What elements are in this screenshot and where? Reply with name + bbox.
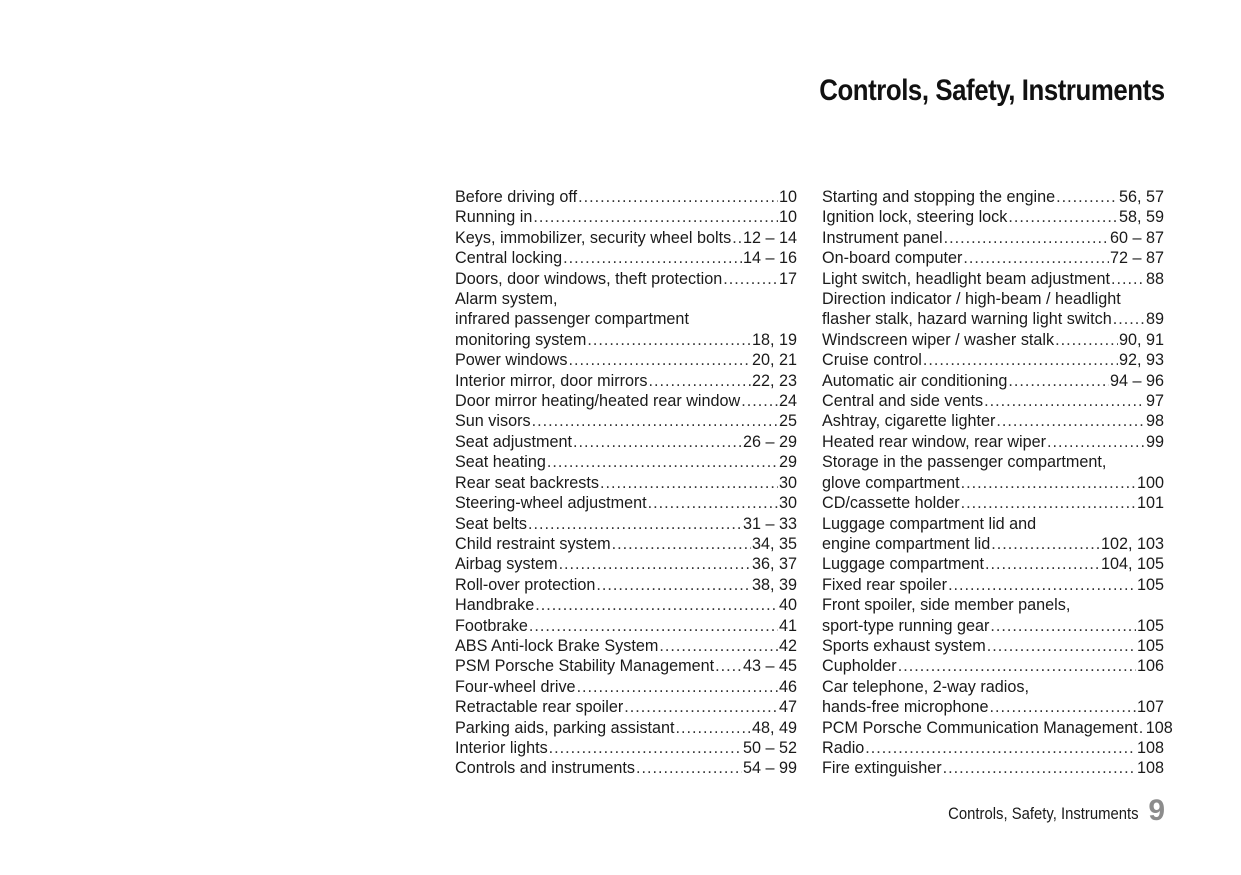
dot-leader bbox=[577, 677, 778, 697]
dot-leader bbox=[648, 493, 778, 513]
dot-leader bbox=[990, 616, 1136, 636]
toc-entry-text-line: Car telephone, 2-way radios, bbox=[822, 677, 1029, 696]
dot-leader bbox=[636, 758, 742, 778]
toc-entry[interactable] bbox=[455, 554, 797, 574]
toc-page-number: 36, 37 bbox=[751, 555, 797, 574]
toc-entry-text: Cupholder bbox=[822, 657, 897, 676]
toc-page-number: 20, 21 bbox=[751, 351, 797, 370]
toc-page-number: 26 – 29 bbox=[742, 432, 797, 451]
toc-entry[interactable] bbox=[822, 228, 1164, 248]
toc-entry[interactable] bbox=[455, 656, 797, 676]
toc-entry[interactable] bbox=[822, 187, 1164, 207]
toc-page-number: 46 bbox=[778, 677, 797, 696]
page-title: Controls, Safety, Instruments bbox=[819, 74, 1165, 107]
dot-leader bbox=[596, 575, 751, 595]
toc-page-number: 88 bbox=[1145, 269, 1164, 288]
toc-entry[interactable] bbox=[455, 248, 797, 268]
dot-leader bbox=[723, 269, 778, 289]
toc-page-number: 56, 57 bbox=[1118, 188, 1164, 206]
dot-leader bbox=[535, 595, 778, 615]
toc-entry[interactable] bbox=[822, 330, 1164, 350]
toc-entry-text-line: Storage in the passenger compartment, bbox=[822, 453, 1107, 472]
dot-leader bbox=[648, 371, 751, 391]
toc-entry-text: hands-free microphone bbox=[822, 698, 989, 717]
toc-page-number: 108 bbox=[1145, 718, 1173, 737]
toc-entry[interactable] bbox=[455, 697, 797, 717]
toc-entry-text: Light switch, headlight beam adjustment bbox=[822, 269, 1110, 288]
toc-page-number: 22, 23 bbox=[751, 371, 797, 390]
footer-section-title: Controls, Safety, Instruments bbox=[947, 805, 1139, 823]
toc-page-number: 106 bbox=[1136, 657, 1164, 676]
toc-entry-text-line: Luggage compartment lid and bbox=[822, 514, 1037, 533]
toc-page-number: 43 – 45 bbox=[742, 657, 797, 676]
toc-entry[interactable] bbox=[455, 473, 797, 493]
toc-page-number: 12 – 14 bbox=[742, 228, 797, 247]
toc-entry-text-line: infrared passenger compartment bbox=[455, 310, 689, 329]
toc-entry[interactable] bbox=[822, 595, 1164, 636]
dot-leader bbox=[676, 718, 751, 738]
dot-leader bbox=[1113, 309, 1145, 329]
toc-entry-text: Fire extinguisher bbox=[822, 759, 942, 778]
toc-page-number: 60 – 87 bbox=[1109, 228, 1164, 247]
toc-entry[interactable] bbox=[455, 269, 797, 289]
dot-leader bbox=[624, 697, 778, 717]
toc-entry[interactable] bbox=[822, 738, 1164, 758]
toc-page-number: 54 – 99 bbox=[742, 759, 797, 778]
dot-leader bbox=[987, 636, 1136, 656]
toc-page-number: 107 bbox=[1136, 698, 1164, 717]
toc-entry[interactable] bbox=[455, 738, 797, 758]
toc-entry-text: Before driving off bbox=[455, 188, 578, 206]
dot-leader bbox=[732, 228, 742, 248]
dot-leader bbox=[612, 534, 751, 554]
toc-entry[interactable] bbox=[455, 411, 797, 431]
dot-leader bbox=[559, 554, 751, 574]
toc-page-number: 17 bbox=[778, 269, 797, 288]
toc-entry[interactable] bbox=[455, 636, 797, 656]
toc-page-number: 47 bbox=[778, 698, 797, 717]
toc-entry-text: Doors, door windows, theft protection bbox=[455, 269, 723, 288]
toc-entry-text: Ignition lock, steering lock bbox=[822, 208, 1008, 227]
toc-entry-text: engine compartment lid bbox=[822, 534, 991, 553]
toc-page-number: 31 – 33 bbox=[742, 514, 797, 533]
toc-page-number: 105 bbox=[1136, 616, 1164, 635]
toc-entry-text: Parking aids, parking assistant bbox=[455, 718, 675, 737]
toc-page-number: 90, 91 bbox=[1118, 330, 1164, 349]
dot-leader bbox=[659, 636, 778, 656]
toc-entry-text: Central and side vents bbox=[822, 392, 984, 411]
toc-entry[interactable] bbox=[822, 677, 1164, 718]
toc-page-number: 94 – 96 bbox=[1109, 371, 1164, 390]
toc-entry-text: Controls and instruments bbox=[455, 759, 635, 778]
dot-leader bbox=[568, 350, 751, 370]
toc-entry[interactable] bbox=[455, 371, 797, 391]
dot-leader bbox=[1056, 187, 1118, 207]
toc-entry[interactable] bbox=[822, 493, 1164, 513]
toc-page-number: 108 bbox=[1136, 759, 1164, 778]
toc-entry-text: Sports exhaust system bbox=[822, 636, 986, 655]
toc-entry-text: Radio bbox=[822, 738, 865, 757]
toc-page-number: 24 bbox=[778, 392, 797, 411]
toc-page-number: 25 bbox=[778, 412, 797, 431]
toc-page-number: 100 bbox=[1136, 473, 1164, 492]
toc-entry-text: Fixed rear spoiler bbox=[822, 575, 948, 594]
toc-entry-text: Instrument panel bbox=[822, 228, 943, 247]
dot-leader bbox=[533, 207, 778, 227]
toc-entry-text: Interior mirror, door mirrors bbox=[455, 371, 648, 390]
dot-leader bbox=[528, 514, 742, 534]
toc-left-column bbox=[455, 187, 797, 779]
toc-page-number: 38, 39 bbox=[751, 575, 797, 594]
toc-entry[interactable] bbox=[455, 534, 797, 554]
toc-entry-text: Seat heating bbox=[455, 453, 546, 472]
toc-entry[interactable] bbox=[822, 371, 1164, 391]
toc-entry[interactable] bbox=[822, 248, 1164, 268]
dot-leader bbox=[961, 473, 1136, 493]
toc-entry-text: Seat adjustment bbox=[455, 432, 572, 451]
dot-leader bbox=[1111, 269, 1145, 289]
dot-leader bbox=[587, 330, 751, 350]
toc-entry-text: On-board computer bbox=[822, 249, 963, 268]
toc-entry-text: Windscreen wiper / washer stalk bbox=[822, 330, 1055, 349]
toc-page-number: 108 bbox=[1136, 738, 1164, 757]
toc-entry-text: Ashtray, cigarette lighter bbox=[822, 412, 996, 431]
dot-leader bbox=[989, 697, 1136, 717]
dot-leader bbox=[1055, 330, 1118, 350]
toc-entry[interactable] bbox=[455, 289, 797, 350]
toc-page-number: 40 bbox=[778, 596, 797, 615]
toc-entry-text: Door mirror heating/heated rear window bbox=[455, 392, 741, 411]
toc-entry[interactable] bbox=[822, 411, 1164, 431]
dot-leader bbox=[996, 411, 1145, 431]
dot-leader bbox=[741, 391, 778, 411]
toc-entry[interactable] bbox=[455, 228, 797, 248]
dot-leader bbox=[1008, 371, 1109, 391]
toc-page-number: 105 bbox=[1136, 636, 1164, 655]
toc-entry[interactable] bbox=[455, 493, 797, 513]
toc-entry-text: Luggage compartment bbox=[822, 555, 984, 574]
toc-page-number: 30 bbox=[778, 494, 797, 513]
dot-leader bbox=[1139, 718, 1145, 738]
dot-leader bbox=[923, 350, 1118, 370]
toc-entry-text: Cruise control bbox=[822, 351, 922, 370]
toc-entry[interactable] bbox=[455, 207, 797, 227]
toc-page-number: 48, 49 bbox=[751, 718, 797, 737]
toc-entry[interactable] bbox=[822, 289, 1164, 330]
dot-leader bbox=[532, 411, 778, 431]
toc-entry-text: sport-type running gear bbox=[822, 616, 990, 635]
toc-entry[interactable] bbox=[822, 575, 1164, 595]
toc-entry-text: Child restraint system bbox=[455, 534, 611, 553]
toc-page-number: 10 bbox=[778, 188, 797, 206]
toc-entry-text: Central locking bbox=[455, 249, 563, 268]
toc-page-number: 99 bbox=[1145, 432, 1164, 451]
toc-page-number: 58, 59 bbox=[1118, 208, 1164, 227]
toc-entry-text: Retractable rear spoiler bbox=[455, 698, 624, 717]
toc-entry-text: PCM Porsche Communication Management bbox=[822, 718, 1138, 737]
toc-entry-text: Interior lights bbox=[455, 738, 548, 757]
toc-page-number: 92, 93 bbox=[1118, 351, 1164, 370]
toc-entry-text: Starting and stopping the engine bbox=[822, 188, 1056, 206]
toc-entry[interactable] bbox=[455, 432, 797, 452]
toc-entry[interactable] bbox=[455, 758, 797, 778]
dot-leader bbox=[944, 228, 1109, 248]
toc-entry-text: Handbrake bbox=[455, 596, 535, 615]
toc-page-number: 42 bbox=[778, 636, 797, 655]
toc-page-number: 18, 19 bbox=[751, 330, 797, 349]
toc-entry[interactable] bbox=[822, 452, 1164, 493]
chapter-number: 9 bbox=[1148, 794, 1165, 827]
toc-entry-text: Rear seat backrests bbox=[455, 473, 599, 492]
toc-entry-text: PSM Porsche Stability Management bbox=[455, 657, 715, 676]
toc-page-number: 104, 105 bbox=[1100, 555, 1164, 574]
toc-entry[interactable] bbox=[822, 391, 1164, 411]
dot-leader bbox=[573, 432, 742, 452]
toc-page-number: 98 bbox=[1145, 412, 1164, 431]
dot-leader bbox=[1047, 432, 1145, 452]
toc-entry[interactable] bbox=[455, 391, 797, 411]
toc-entry-text: CD/cassette holder bbox=[822, 494, 960, 513]
toc-entry-text: Automatic air conditioning bbox=[822, 371, 1008, 390]
toc-entry[interactable] bbox=[455, 718, 797, 738]
dot-leader bbox=[961, 493, 1136, 513]
toc-page-number: 29 bbox=[778, 453, 797, 472]
toc-entry-text: ABS Anti-lock Brake System bbox=[455, 636, 659, 655]
toc-entry-text-line: Direction indicator / high-beam / headlight bbox=[822, 290, 1121, 309]
toc-entry-text: Running in bbox=[455, 208, 533, 227]
toc-entry-text: Roll-over protection bbox=[455, 575, 596, 594]
toc-entry[interactable] bbox=[822, 350, 1164, 370]
toc-entry[interactable] bbox=[822, 432, 1164, 452]
dot-leader bbox=[529, 616, 778, 636]
toc-entry[interactable] bbox=[455, 677, 797, 697]
toc-entry-text: glove compartment bbox=[822, 473, 960, 492]
toc-entry-text: Airbag system bbox=[455, 555, 558, 574]
dot-leader bbox=[991, 534, 1100, 554]
dot-leader bbox=[963, 248, 1109, 268]
dot-leader bbox=[578, 187, 778, 207]
toc-entry[interactable] bbox=[822, 269, 1164, 289]
toc-right-column bbox=[822, 187, 1173, 779]
toc-entry[interactable] bbox=[822, 514, 1164, 555]
toc-entry[interactable] bbox=[822, 636, 1164, 656]
dot-leader bbox=[898, 656, 1136, 676]
toc-entry[interactable] bbox=[455, 575, 797, 595]
toc-entry-text: Seat belts bbox=[455, 514, 527, 533]
toc-entry[interactable] bbox=[822, 758, 1164, 778]
toc-entry-text: flasher stalk, hazard warning light switch bbox=[822, 310, 1112, 329]
dot-leader bbox=[715, 656, 742, 676]
toc-entry-text: monitoring system bbox=[455, 330, 587, 349]
dot-leader bbox=[563, 248, 742, 268]
toc-entry-text: Power windows bbox=[455, 351, 568, 370]
toc-entry-text: Four-wheel drive bbox=[455, 677, 576, 696]
dot-leader bbox=[1008, 207, 1118, 227]
toc-entry[interactable] bbox=[822, 656, 1164, 676]
dot-leader bbox=[865, 738, 1136, 758]
dot-leader bbox=[943, 758, 1136, 778]
dot-leader bbox=[985, 554, 1100, 574]
dot-leader bbox=[549, 738, 742, 758]
toc-entry-text: Keys, immobilizer, security wheel bolts bbox=[455, 228, 732, 247]
toc-entry-text: Sun visors bbox=[455, 412, 531, 431]
toc-page-number: 50 – 52 bbox=[742, 738, 797, 757]
page-footer bbox=[927, 796, 1165, 826]
toc-page-number: 89 bbox=[1145, 310, 1164, 329]
toc-entry-text: Footbrake bbox=[455, 616, 528, 635]
toc-entry[interactable] bbox=[455, 514, 797, 534]
toc-page-number: 30 bbox=[778, 473, 797, 492]
toc-entry[interactable] bbox=[822, 718, 1173, 738]
toc-page-number: 34, 35 bbox=[751, 534, 797, 553]
toc-entry-text-line: Alarm system, bbox=[455, 290, 558, 309]
toc-entry[interactable] bbox=[455, 452, 797, 472]
dot-leader bbox=[547, 452, 778, 472]
dot-leader bbox=[600, 473, 778, 493]
toc-page-number: 97 bbox=[1145, 392, 1164, 411]
toc-page-number: 10 bbox=[778, 208, 797, 227]
dot-leader bbox=[984, 391, 1145, 411]
toc-entry[interactable] bbox=[455, 187, 797, 207]
toc-page-number: 102, 103 bbox=[1100, 534, 1164, 553]
toc-page-number: 14 – 16 bbox=[742, 249, 797, 268]
toc-page-number: 101 bbox=[1136, 494, 1164, 513]
toc-entry[interactable] bbox=[822, 554, 1164, 574]
toc-page-number: 72 – 87 bbox=[1109, 249, 1164, 268]
toc-entry[interactable] bbox=[822, 207, 1164, 227]
toc-entry[interactable] bbox=[455, 595, 797, 615]
toc-entry-text-line: Front spoiler, side member panels, bbox=[822, 596, 1071, 615]
dot-leader bbox=[948, 575, 1136, 595]
toc-page-number: 41 bbox=[778, 616, 797, 635]
toc-entry[interactable] bbox=[455, 350, 797, 370]
toc-page-number: 105 bbox=[1136, 575, 1164, 594]
toc-entry-text: Heated rear window, rear wiper bbox=[822, 432, 1047, 451]
toc-entry[interactable] bbox=[455, 616, 797, 636]
toc-entry-text: Steering-wheel adjustment bbox=[455, 494, 647, 513]
